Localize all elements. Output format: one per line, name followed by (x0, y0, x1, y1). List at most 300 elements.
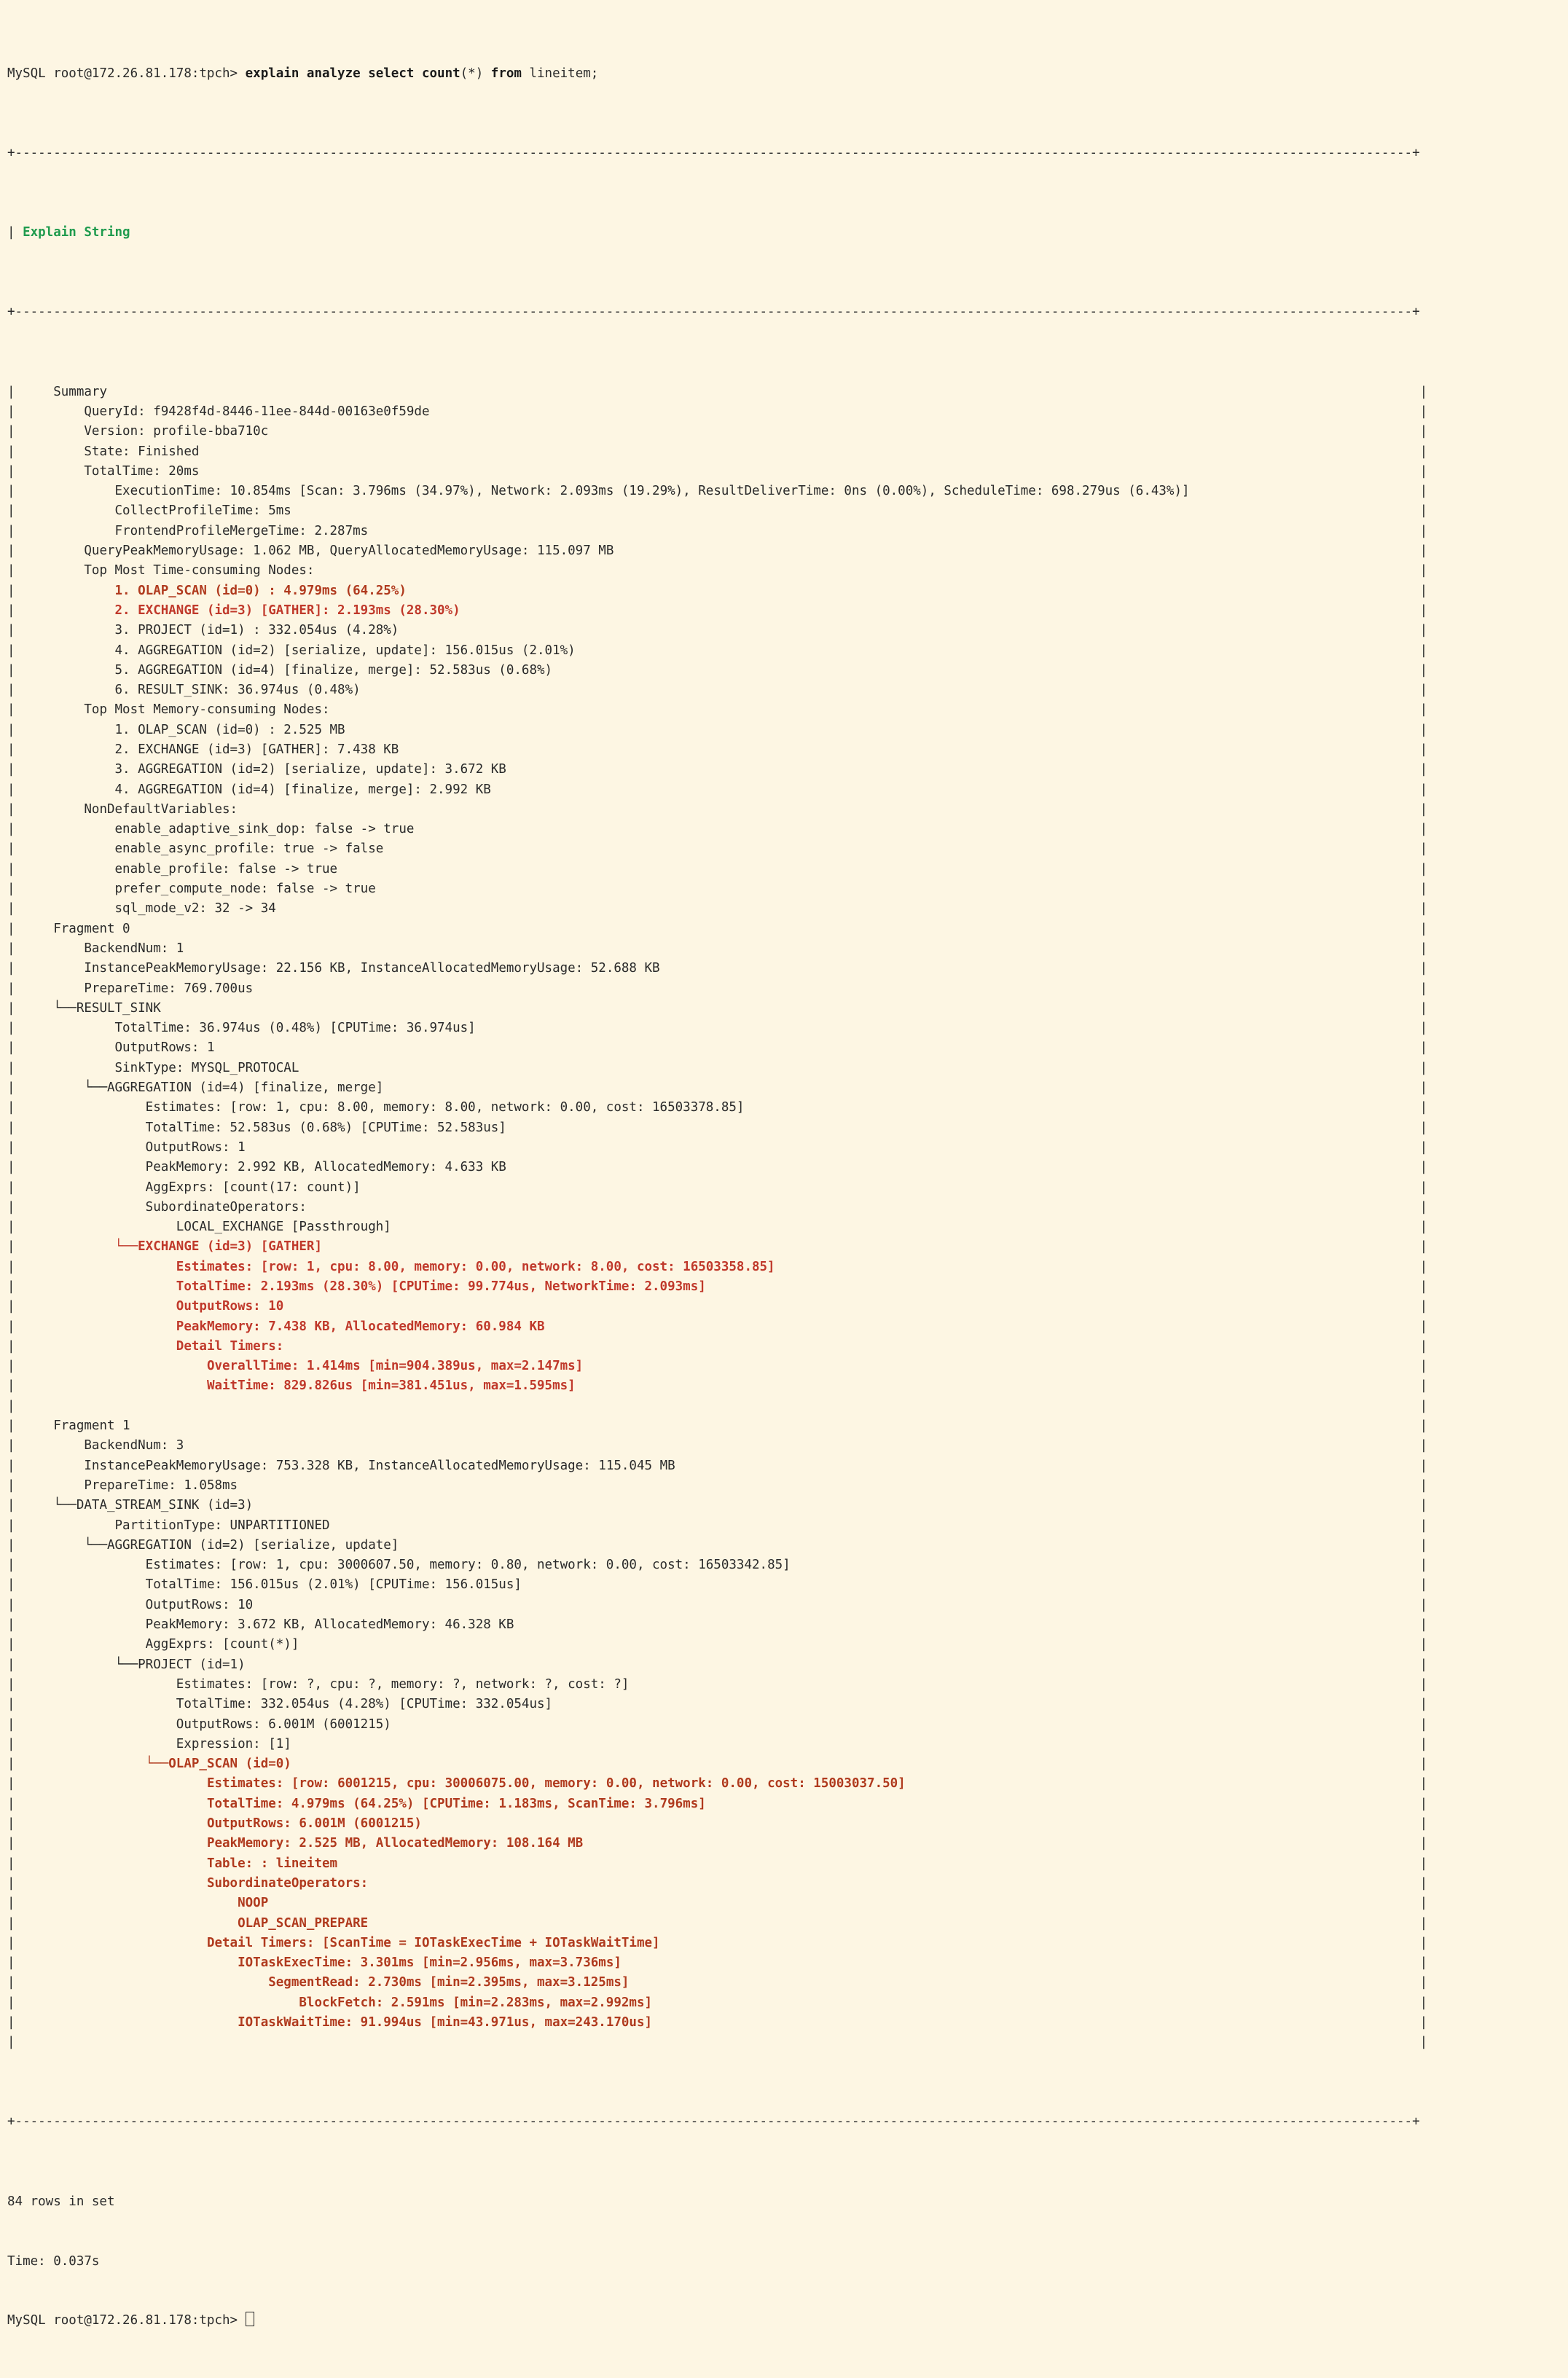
explain-line (7, 641, 1561, 661)
table-border-right: | (544, 1319, 1428, 1334)
explain-line (7, 621, 1561, 640)
table-border-right: | (652, 1995, 1428, 2010)
table-border-right: | (652, 2014, 1428, 2030)
table-border-left: | (7, 1080, 23, 1096)
rows-in-set-status: 84 rows in set (7, 2194, 115, 2209)
table-border-left: | (7, 623, 23, 638)
explain-line-text: Fragment 0 (53, 921, 130, 936)
line-indent (23, 742, 114, 757)
table-border-right: | (345, 722, 1428, 737)
table-border-left: | (7, 1995, 23, 2010)
line-indent (23, 1001, 53, 1016)
table-border-right: | (583, 1359, 1428, 1374)
table-border-left: | (7, 1279, 23, 1294)
line-indent (23, 1040, 114, 1055)
explain-line (7, 1754, 1561, 1774)
table-border-right: | (368, 523, 1428, 538)
table-border-left: | (7, 1955, 23, 1971)
explain-line (7, 561, 1561, 581)
table-border-right: | (268, 424, 1428, 439)
line-indent (23, 484, 114, 498)
table-border-left: | (7, 643, 23, 658)
line-indent (23, 1021, 114, 1035)
explain-line-text: SubordinateOperators: (206, 1875, 369, 1891)
table-border-right: | (199, 444, 1428, 459)
line-indent (23, 524, 114, 538)
table-border-left: | (7, 1836, 23, 1851)
explain-line (7, 1834, 1561, 1853)
explain-line (7, 1655, 1561, 1675)
table-border-right: | (375, 882, 1428, 897)
command-table-name: lineitem; (521, 66, 599, 81)
table-border-right: | (790, 1558, 1428, 1573)
table-border-left: | (7, 1021, 23, 1036)
explain-line-text: OutputRows: 1 (114, 1040, 215, 1056)
table-border-left: | (7, 384, 23, 399)
table-border-left: | (7, 1139, 23, 1155)
explain-line (7, 2013, 1561, 2033)
line-indent (23, 802, 84, 817)
explain-line-text: Table: : lineitem (206, 1856, 338, 1871)
line-indent (23, 1916, 238, 1931)
explain-line-text: IOTaskWaitTime: 91.994us [min=43.971us, max=243.170us] (238, 2014, 653, 2030)
explain-line (7, 501, 1561, 521)
table-border-left: | (7, 463, 23, 479)
explain-line (7, 680, 1561, 700)
table-border-left: | (7, 603, 23, 618)
explain-line (7, 1794, 1561, 1814)
explain-line-text: OutputRows: 6.001M (6001215) (206, 1816, 422, 1832)
table-border-right: | (575, 643, 1428, 658)
table-border-right: | (705, 1796, 1428, 1811)
table-border-right: | (253, 1597, 1428, 1612)
table-border-left: | (7, 2035, 23, 2050)
explain-line (7, 1178, 1561, 1198)
explain-line-text: Estimates: [row: 6001215, cpu: 30006075.00, memory: 0.00, network: 0.00, cost: 15003037.50] (206, 1776, 906, 1792)
explain-line-text: Detail Timers: (176, 1338, 284, 1354)
explain-line-text: 2. EXCHANGE (id=3) [GATHER]: 2.193ms (28.30%) (114, 603, 460, 618)
explain-line (7, 1059, 1561, 1078)
explain-line (7, 721, 1561, 740)
table-border-right: | (291, 503, 1428, 519)
table-border-left: | (7, 523, 23, 538)
explain-line-text: 4. AGGREGATION (id=2) [serialize, update]: 156.015us (2.01%) (114, 643, 576, 658)
explain-line (7, 1456, 1561, 1476)
table-border-right: | (744, 1100, 1428, 1115)
table-border-right: | (506, 1120, 1428, 1135)
line-indent (23, 663, 114, 678)
explain-line-text: PrepareTime: 1.058ms (84, 1478, 238, 1493)
explain-line-text: BlockFetch: 2.591ms [min=2.283ms, max=2.992ms] (299, 1995, 653, 2010)
explain-line-text: PrepareTime: 769.700us (84, 981, 254, 996)
line-indent (23, 822, 114, 836)
explain-line (7, 1914, 1561, 1934)
explain-line-text: OutputRows: 1 (145, 1139, 246, 1155)
line-indent (23, 862, 114, 876)
explain-line-text: PeakMemory: 2.992 KB, AllocatedMemory: 4.633 KB (145, 1160, 506, 1175)
explain-line (7, 1635, 1561, 1655)
table-border-left: | (7, 981, 23, 996)
explain-line (7, 1973, 1561, 1993)
table-header-row: | Explain String (7, 225, 130, 240)
explain-line (7, 1098, 1561, 1118)
explain-line-text: PeakMemory: 7.438 KB, AllocatedMemory: 60.984 KB (176, 1319, 545, 1334)
explain-line-text: PeakMemory: 3.672 KB, AllocatedMemory: 46.328 KB (145, 1617, 514, 1633)
table-border-right: | (130, 921, 1428, 936)
table-border-right: | (23, 1398, 1428, 1413)
explain-line (7, 462, 1561, 482)
explain-line (7, 1774, 1561, 1794)
elapsed-time-status: Time: 0.037s (7, 2253, 100, 2269)
explain-line (7, 979, 1561, 999)
explain-line (7, 860, 1561, 879)
line-indent (23, 1478, 84, 1493)
table-border-left: | (7, 1040, 23, 1056)
explain-line (7, 541, 1561, 561)
line-indent (23, 922, 53, 936)
command-paren-star: (*) (460, 66, 484, 81)
line-indent (23, 1498, 53, 1512)
explain-line-text: BackendNum: 1 (84, 941, 184, 956)
table-border-left: | (7, 1239, 23, 1255)
table-border-right: | (705, 1279, 1428, 1294)
line-indent (23, 1955, 238, 1970)
explain-line-text: WaitTime: 829.826us [min=381.451us, max=1.595ms] (206, 1378, 576, 1394)
table-border-left: | (7, 1637, 23, 1652)
explain-line (7, 999, 1561, 1019)
table-border-left: | (7, 1776, 23, 1792)
explain-line-text: SegmentRead: 2.730ms [min=2.395ms, max=3.125ms] (268, 1975, 630, 1990)
table-border-left: | (7, 841, 23, 857)
line-indent (23, 1637, 146, 1652)
line-indent (23, 1319, 176, 1334)
explain-line-text: 6. RESULT_SINK: 36.974us (0.48%) (114, 683, 361, 698)
table-border-left: | (7, 444, 23, 459)
table-border-right: | (306, 1199, 1428, 1214)
explain-line-text: AggExprs: [count(*)] (145, 1637, 299, 1652)
table-border-left: | (7, 1478, 23, 1493)
line-indent (23, 1359, 207, 1373)
line-indent (23, 1558, 146, 1572)
explain-line-text: FrontendProfileMergeTime: 2.287ms (114, 523, 369, 538)
explain-line-text: AggExprs: [count(17: count)] (145, 1180, 361, 1195)
command-keyword-count: count (414, 66, 460, 81)
table-border-left: | (7, 1000, 23, 1016)
table-header-label: Explain String (23, 225, 130, 240)
line-indent (23, 1121, 146, 1135)
explain-line-text: OutputRows: 6.001M (6001215) (176, 1716, 391, 1732)
line-indent (23, 643, 114, 658)
table-border-right: | (337, 1856, 1428, 1871)
explain-line-text: Estimates: [row: ?, cpu: ?, memory: ?, network: ?, cost: ?] (176, 1676, 630, 1692)
table-border-left: | (7, 801, 23, 817)
table-border-right: | (575, 1378, 1428, 1394)
line-indent (23, 1061, 114, 1075)
explain-line (7, 820, 1561, 839)
line-indent (23, 1459, 84, 1473)
line-indent (23, 882, 114, 896)
explain-line (7, 661, 1561, 680)
table-border-right: | (253, 1498, 1428, 1513)
explain-line (7, 1894, 1561, 1913)
table-border-left: | (7, 1100, 23, 1115)
explain-line-text: TotalTime: 52.583us (0.68%) [CPUTime: 52.583us] (145, 1120, 506, 1135)
table-border-left: | (7, 1617, 23, 1633)
line-indent (23, 1816, 207, 1831)
table-border-left: | (7, 1597, 23, 1612)
explain-line (7, 1397, 1561, 1416)
explain-line-text: NOOP (238, 1896, 269, 1911)
explain-line (7, 1496, 1561, 1515)
table-border-left: | (7, 1199, 23, 1214)
explain-line (7, 839, 1561, 859)
table-border-left: | (7, 683, 23, 698)
table-border-right: | (299, 1060, 1428, 1075)
table-border-left: | (7, 1816, 23, 1832)
text-cursor[interactable] (246, 2312, 254, 2326)
table-border-right: | (905, 1776, 1428, 1792)
table-border-right: | (268, 1896, 1428, 1911)
table-border-left: | (7, 1935, 23, 1950)
line-indent (23, 563, 84, 578)
table-border-right: | (322, 1239, 1428, 1255)
table-border-right: | (199, 463, 1428, 479)
line-indent (23, 1697, 176, 1711)
explain-line (7, 402, 1561, 422)
explain-line (7, 1317, 1561, 1337)
explain-line (7, 1038, 1561, 1058)
explain-line-text: PeakMemory: 2.525 MB, AllocatedMemory: 108.164 MB (206, 1836, 584, 1851)
table-border-right: | (475, 1021, 1428, 1036)
explain-line (7, 1436, 1561, 1456)
explain-line (7, 899, 1561, 919)
line-indent (23, 1577, 146, 1592)
table-border-right: | (107, 384, 1428, 399)
explain-line (7, 959, 1561, 978)
line-indent (23, 1776, 207, 1791)
command-line (7, 64, 1561, 84)
table-border-right: | (130, 1418, 1428, 1434)
line-indent (23, 584, 114, 598)
explain-line-text: TotalTime: 156.015us (2.01%) [CPUTime: 156.015us] (145, 1577, 522, 1593)
table-border-left: | (7, 583, 23, 598)
explain-line (7, 1934, 1561, 1953)
table-border-left: | (7, 1875, 23, 1891)
table-border-left: | (7, 1338, 23, 1354)
table-border-left: | (7, 861, 23, 876)
table-border-left: | (7, 722, 23, 737)
line-indent (23, 404, 84, 419)
table-border-left: | (7, 1716, 23, 1732)
line-indent (23, 1598, 146, 1612)
line-indent (23, 1279, 176, 1294)
explain-line (7, 1675, 1561, 1695)
table-border-right: | (383, 841, 1428, 857)
table-border-left: | (7, 1577, 23, 1593)
explain-line-text: TotalTime: 20ms (84, 463, 200, 479)
explain-line (7, 1297, 1561, 1316)
table-border-right: | (552, 1697, 1428, 1712)
table-border-left: | (7, 1657, 23, 1672)
explain-line (7, 1476, 1561, 1496)
explain-line (7, 1516, 1561, 1536)
table-rule-top: +--------------------------------------------------------------------------------------------------------------------------------------------------------------------------------------+ (7, 146, 1420, 161)
explain-line-text: enable_profile: false -> true (114, 861, 338, 876)
explain-line-text: InstancePeakMemoryUsage: 22.156 KB, InstanceAllocatedMemoryUsage: 52.688 KB (84, 961, 660, 976)
table-border-left: | (7, 961, 23, 976)
table-border-right: | (329, 702, 1428, 718)
explain-line-text: TotalTime: 332.054us (4.28%) [CPUTime: 332.054us] (176, 1697, 553, 1712)
table-border-right: | (399, 1537, 1428, 1553)
explain-line (7, 1337, 1561, 1357)
line-indent (23, 1757, 146, 1771)
explain-line-text: Estimates: [row: 1, cpu: 8.00, memory: 0.00, network: 8.00, cost: 16503358.85] (176, 1259, 775, 1274)
table-border-right: | (583, 1836, 1428, 1851)
explain-line-text: Top Most Time-consuming Nodes: (84, 563, 315, 578)
explain-line (7, 1078, 1561, 1098)
explain-line-text: enable_async_profile: true -> false (114, 841, 384, 857)
table-border-left: | (7, 1796, 23, 1811)
explain-line-text: Summary (53, 384, 107, 399)
explain-line-text: OLAP_SCAN_PREPARE (238, 1915, 369, 1931)
table-border-right: | (253, 981, 1428, 996)
explain-line (7, 1596, 1561, 1615)
explain-line-text: 2. EXCHANGE (id=3) [GATHER]: 7.438 KB (114, 742, 399, 757)
explain-line (7, 1953, 1561, 1973)
table-border-left: | (7, 484, 23, 499)
explain-line-text: └──PROJECT (id=1) (114, 1657, 246, 1672)
explain-line (7, 601, 1561, 621)
explain-line-text: TotalTime: 2.193ms (28.30%) [CPUTime: 99.774us, NetworkTime: 2.093ms] (176, 1279, 706, 1294)
explain-line (7, 939, 1561, 959)
table-border-left: | (7, 1378, 23, 1394)
table-border-left: | (7, 1896, 23, 1911)
table-border-right: | (629, 1975, 1428, 1990)
shell-prompt-trailing: MySQL root@172.26.81.178:tpch> (7, 2313, 246, 2328)
explain-line (7, 1814, 1561, 1834)
explain-line (7, 1376, 1561, 1396)
table-border-left: | (7, 1915, 23, 1931)
explain-line-text: OutputRows: 10 (176, 1299, 284, 1314)
explain-line-text: QueryId: f9428f4d-8446-11ee-844d-00163e0f59de (84, 404, 430, 419)
table-border-right: | (368, 1875, 1428, 1891)
table-border-right: | (490, 782, 1428, 797)
explain-line (7, 1615, 1561, 1635)
table-border-left: | (7, 742, 23, 757)
table-border-right: | (184, 1438, 1428, 1453)
explain-line (7, 482, 1561, 501)
explain-line (7, 780, 1561, 800)
line-indent (23, 444, 84, 459)
table-border-left: | (7, 762, 23, 777)
table-border-right: | (314, 563, 1428, 578)
explain-line (7, 800, 1561, 820)
explain-line-text: 3. AGGREGATION (id=2) [serialize, update]: 3.672 KB (114, 762, 506, 777)
explain-line-text: OutputRows: 10 (145, 1597, 254, 1612)
line-indent (23, 1260, 176, 1274)
table-border-left: | (7, 563, 23, 578)
explain-line (7, 1874, 1561, 1894)
explain-line (7, 1257, 1561, 1277)
table-border-left: | (7, 921, 23, 936)
explain-line (7, 442, 1561, 462)
table-border-right: | (283, 1299, 1428, 1314)
explain-line-text: TotalTime: 4.979ms (64.25%) [CPUTime: 1.183ms, ScanTime: 3.796ms] (206, 1796, 706, 1811)
line-indent (23, 1717, 176, 1732)
explain-line-text: prefer_compute_node: false -> true (114, 882, 376, 897)
table-border-left: | (7, 1398, 23, 1413)
explain-line-text: Version: profile-bba710c (84, 424, 269, 439)
table-border-right: | (429, 404, 1428, 419)
line-indent (23, 1518, 114, 1533)
table-border-left: | (7, 1856, 23, 1871)
explain-line (7, 1118, 1561, 1138)
explain-line-text: PartitionType: UNPARTITIONED (114, 1518, 330, 1533)
table-border-left: | (7, 424, 23, 439)
table-border-right: | (621, 1955, 1428, 1971)
explain-line-text: sql_mode_v2: 32 -> 34 (114, 901, 276, 917)
table-border-right: | (399, 623, 1428, 638)
explain-line-text: └──EXCHANGE (id=3) [GATHER] (114, 1239, 322, 1255)
table-border-left: | (7, 2014, 23, 2030)
explain-line (7, 1158, 1561, 1177)
explain-line-text: IOTaskExecTime: 3.301ms [min=2.956ms, max=3.736ms] (238, 1955, 622, 1971)
table-border-left: | (7, 1180, 23, 1195)
line-indent (23, 1896, 238, 1910)
explain-output-body (7, 382, 1561, 2053)
table-border-right: | (245, 1657, 1428, 1672)
table-border-right: | (238, 1478, 1428, 1493)
table-border-right: | (360, 683, 1428, 698)
explain-line-text: SubordinateOperators: (145, 1199, 307, 1214)
table-border-right: | (399, 742, 1428, 757)
explain-line (7, 1198, 1561, 1217)
line-indent (23, 424, 84, 439)
table-border-right: | (245, 1139, 1428, 1155)
explain-line (7, 581, 1561, 601)
table-border-left: | (7, 404, 23, 419)
table-border-right: | (391, 1220, 1428, 1235)
explain-line (7, 879, 1561, 899)
line-indent (23, 941, 84, 956)
line-indent (23, 385, 53, 399)
table-border-right: | (360, 1180, 1428, 1195)
line-indent (23, 1737, 176, 1751)
line-indent (23, 1975, 268, 1990)
explain-line (7, 1019, 1561, 1038)
explain-line (7, 1217, 1561, 1237)
line-indent (23, 1617, 146, 1632)
trailing-prompt-line[interactable] (7, 2311, 1561, 2331)
table-border-left: | (7, 544, 23, 559)
command-keyword-select: select (368, 66, 415, 81)
explain-line-text: └──AGGREGATION (id=2) [serialize, update] (84, 1537, 399, 1553)
table-border-left: | (7, 1697, 23, 1712)
table-border-left: | (7, 1220, 23, 1235)
explain-line-text: State: Finished (84, 444, 200, 459)
table-border-right: | (659, 1935, 1428, 1950)
table-border-left: | (7, 1319, 23, 1334)
line-indent (23, 1657, 114, 1672)
line-indent (23, 1996, 299, 2010)
line-indent (23, 1339, 176, 1354)
table-rule-bottom: +--------------------------------------------------------------------------------------------------------------------------------------------------------------------------------------+ (7, 2114, 1420, 2130)
line-indent (23, 782, 114, 797)
table-border-left: | (7, 1120, 23, 1135)
table-rule-mid: +--------------------------------------------------------------------------------------------------------------------------------------------------------------------------------------+ (7, 305, 1420, 320)
explain-line (7, 1138, 1561, 1158)
table-border-left: | (7, 882, 23, 897)
